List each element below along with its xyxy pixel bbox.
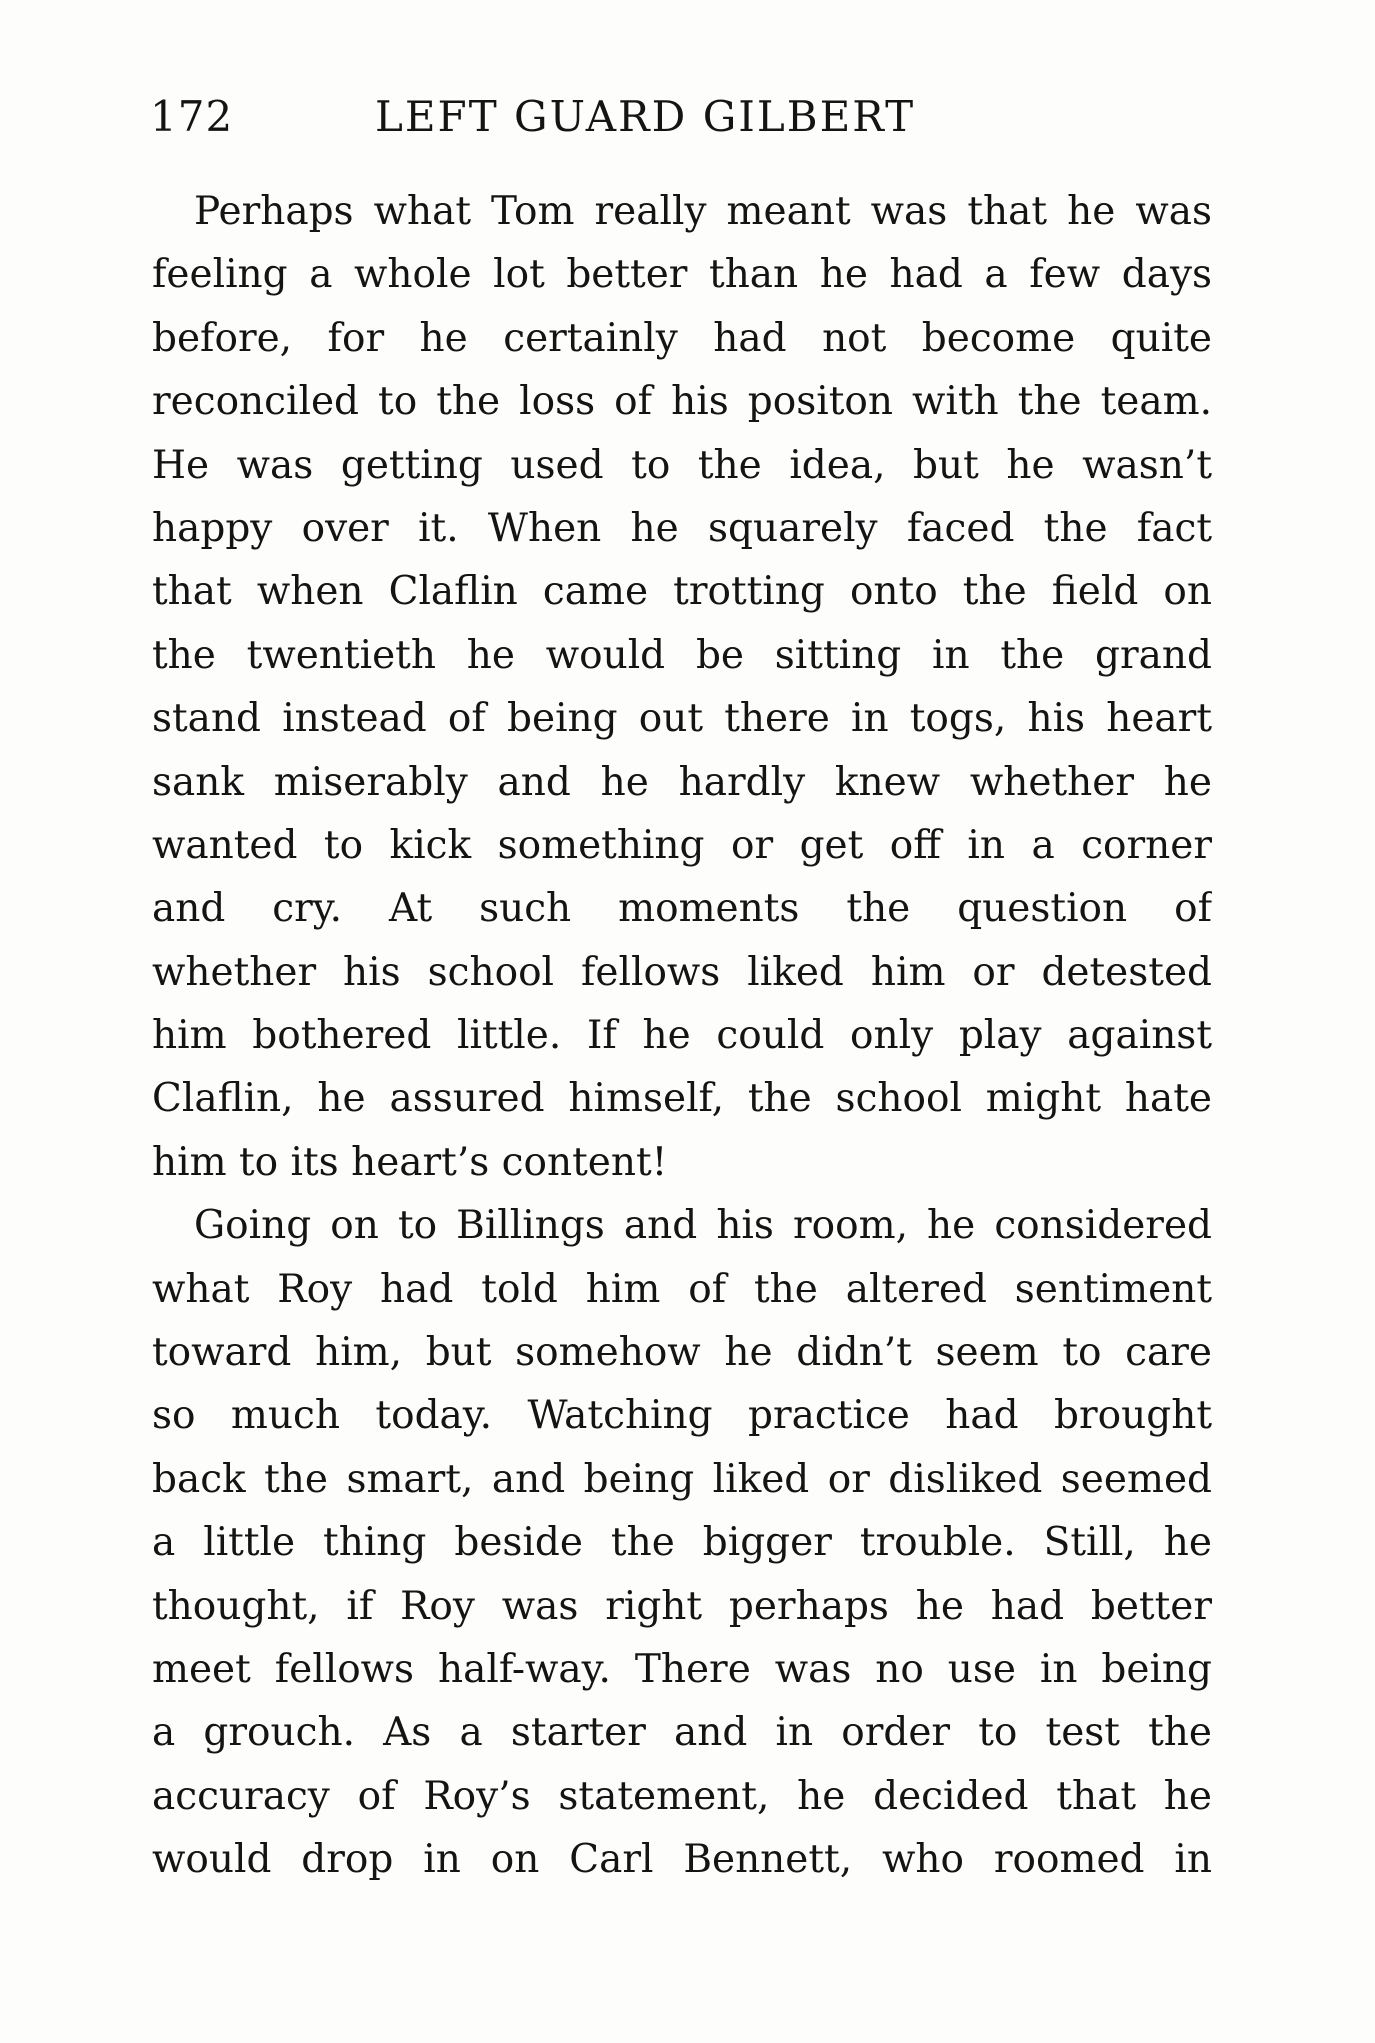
text-line: whether his school fellows liked him or detested <box>152 949 1212 995</box>
text-line: meet fellows half-way. There was no use in being <box>152 1646 1212 1692</box>
text-line: Going on to Billings and his room, he considered <box>194 1203 1212 1249</box>
text-line: so much today. Watching practice had brought <box>152 1393 1212 1439</box>
paragraph-2 <box>152 1194 1212 1891</box>
text-line: would drop in on Carl Bennett, who roomed in <box>152 1837 1212 1883</box>
page-header <box>150 92 1210 152</box>
text-line: and cry. At such moments the question of <box>152 886 1212 932</box>
text-line: thought, if Roy was right perhaps he had better <box>152 1583 1212 1629</box>
text-line: wanted to kick something or get off in a corner <box>152 822 1212 868</box>
text-line: happy over it. When he squarely faced the fact <box>152 505 1212 551</box>
text-line: back the smart, and being liked or disliked seemed <box>152 1456 1212 1502</box>
text-line: what Roy had told him of the altered sentiment <box>152 1266 1212 1312</box>
text-line: sank miserably and he hardly knew whether he <box>152 759 1212 805</box>
body-text <box>152 180 1212 1892</box>
paragraph-1 <box>152 180 1212 1194</box>
text-line: before, for he certainly had not become quite <box>152 315 1212 361</box>
text-line: stand instead of being out there in togs, his heart <box>152 696 1212 742</box>
text-line: him bothered little. If he could only play against <box>152 1013 1212 1059</box>
text-line: a little thing beside the bigger trouble. Still, he <box>152 1520 1212 1566</box>
text-line: feeling a whole lot better than he had a few days <box>152 252 1212 298</box>
text-line: toward him, but somehow he didn’t seem to care <box>152 1330 1212 1376</box>
text-line: accuracy of Roy’s statement, he decided that he <box>152 1773 1212 1819</box>
running-title: LEFT GUARD GILBERT <box>375 92 916 141</box>
page-number: 172 <box>150 92 234 141</box>
text-line: Perhaps what Tom really meant was that he was <box>194 189 1212 234</box>
text-line: a grouch. As a starter and in order to test the <box>152 1710 1212 1756</box>
text-line: that when Claflin came trotting onto the field on <box>152 569 1212 615</box>
text-line: Claflin, he assured himself, the school might hate <box>152 1076 1212 1122</box>
text-line: him to its heart’s content! <box>152 1139 668 1185</box>
text-line: reconciled to the loss of his positon with the team. <box>152 379 1212 425</box>
text-line: the twentieth he would be sitting in the grand <box>152 632 1212 678</box>
text-line: He was getting used to the idea, but he wasn’t <box>152 442 1212 488</box>
